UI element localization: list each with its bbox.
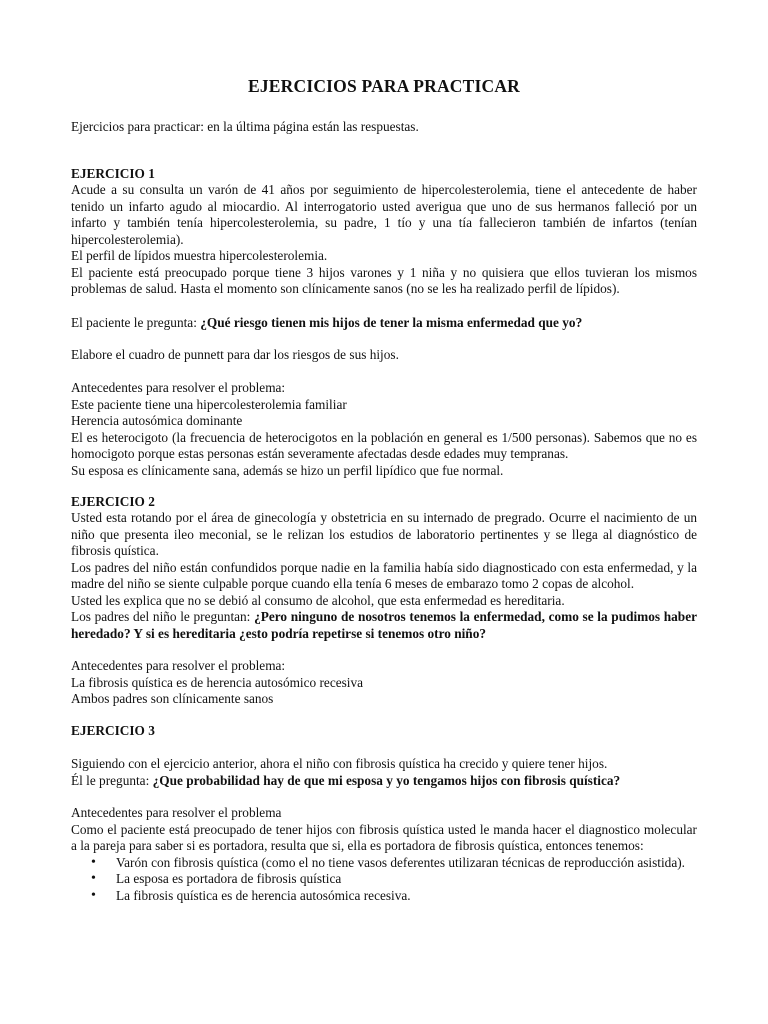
exercise-1-background-title: Antecedentes para resolver el problema: <box>71 380 286 395</box>
list-item: • La esposa es portadora de fibrosis quística <box>71 871 697 888</box>
list-item: • Varón con fibrosis quística (como el no tiene vasos deferentes utilizaran técnicas de reproducción asistida). <box>71 855 697 872</box>
exercise-2-question <box>71 609 697 642</box>
exercise-2-paragraph-2: Los padres del niño están confundidos porque nadie en la familia había sido diagnosticado con esta enfermedad, y la madre del niño se siente culpable porque cuando ella tenía 6 meses de embarazo tomo 2 copas de alcohol. <box>71 559 697 591</box>
exercise-3-paragraph-2: Como el paciente está preocupado de tener hijos con fibrosis quística usted le manda hacer el diagnostico molecular a la pareja para saber si es portadora, resulta que si, ella es portadora de fibrosis quística, entonces tenemos: <box>71 821 697 853</box>
exercise-2-question-prefix: Los padres del niño le preguntan: <box>71 609 255 624</box>
exercise-2-question-text: ¿Pero ninguno de nosotros tenemos la enfermedad, como se la pudimos haber heredado? Y si es hereditaria ¿esto podría repetirse si tenemos otro niño? <box>71 609 697 641</box>
exercise-1-paragraph-2: El perfil de lípidos muestra hipercolesterolemia. <box>71 248 328 263</box>
exercise-3-heading: EJERCICIO 3 <box>71 723 155 738</box>
exercise-1-statement <box>71 182 697 298</box>
exercise-2-statement <box>71 510 697 642</box>
exercise-3-background <box>71 805 697 904</box>
exercise-2-background-item-2: Ambos padres son clínicamente sanos <box>71 691 274 706</box>
exercise-1-background-item-1: Este paciente tiene una hipercolesterolemia familiar <box>71 396 347 412</box>
exercise-2-paragraph-1: Usted esta rotando por el área de ginecología y obstetricia en su internado de pregrado. Ocurre el nacimiento de un niño que presenta ileo meconial, se le relizan los estudios de laboratorio pertinentes y se llega al diagnóstico de fibrosis quística. <box>71 510 697 558</box>
exercise-2-heading: EJERCICIO 2 <box>71 494 155 509</box>
intro-text: Ejercicios para practicar: en la última página están las respuestas. <box>71 119 419 134</box>
exercise-2-paragraph-3: Usted les explica que no se debió al consumo de alcohol, que esta enfermedad es hereditaria. <box>71 592 565 608</box>
exercise-1-question-text: ¿Qué riesgo tienen mis hijos de tener la misma enfermedad que yo? <box>200 315 583 330</box>
exercise-1-heading: EJERCICIO 1 <box>71 166 155 181</box>
exercise-1-question <box>71 315 697 332</box>
document-title: EJERCICIOS PARA PRACTICAR <box>247 76 521 96</box>
exercise-3-paragraph-1: Siguiendo con el ejercicio anterior, ahora el niño con fibrosis quística ha crecido y quiere tener hijos. <box>71 756 608 771</box>
exercise-2-background-item-1: La fibrosis quística es de herencia autosómico recesiva <box>71 674 364 690</box>
exercise-1-paragraph-3: El paciente está preocupado porque tiene 3 hijos varones y 1 niña y no quisiera que ellos tuvieran los mismos problemas de salud. Hasta el momento son clínicamente sanos (no se les ha realizado perfil de lípidos). <box>71 264 697 296</box>
exercise-1-background <box>71 380 697 479</box>
exercise-3-bullet-list <box>71 855 697 905</box>
exercise-1-background-item-3: El es heterocigoto (la frecuencia de heterocigotos en la población en general es 1/500 personas). Sabemos que no es homocigoto porque estas personas están severamente afectadas desde edades muy tempranas. <box>71 429 697 461</box>
exercise-3-question <box>71 773 697 790</box>
exercise-2-background-title: Antecedentes para resolver el problema: <box>71 658 286 673</box>
list-item: • La fibrosis quística es de herencia autosómica recesiva. <box>71 888 697 905</box>
exercise-3-question-text: ¿Que probabilidad hay de que mi esposa y yo tengamos hijos con fibrosis quística? <box>152 772 621 788</box>
exercise-1-background-item-4: Su esposa es clínicamente sana, además se hizo un perfil lipídico que fue normal. <box>71 462 504 478</box>
exercise-3-statement <box>71 756 697 789</box>
exercise-3-question-prefix: Él le pregunta: <box>71 772 153 788</box>
exercise-1-question-prefix: El paciente le pregunta: <box>71 315 201 330</box>
exercise-3-background-title: Antecedentes para resolver el problema <box>71 805 282 820</box>
exercise-1-background-item-2: Herencia autosómica dominante <box>71 413 243 428</box>
exercise-2-background <box>71 658 697 708</box>
exercise-1-task: Elabore el cuadro de punnett para dar los riesgos de sus hijos. <box>71 347 399 362</box>
exercise-1-paragraph-1: Acude a su consulta un varón de 41 años por seguimiento de hipercolesterolemia, tiene el antecedente de haber tenido un infarto agudo al miocardio. Al interrogatorio usted averigua que uno de sus hermanos falleció por un infarto y también tenía hipercolesterolemia, su padre, 1 tío y una tía fallecieron también de infartos (tenían hipercolesterolemia). <box>71 182 697 247</box>
